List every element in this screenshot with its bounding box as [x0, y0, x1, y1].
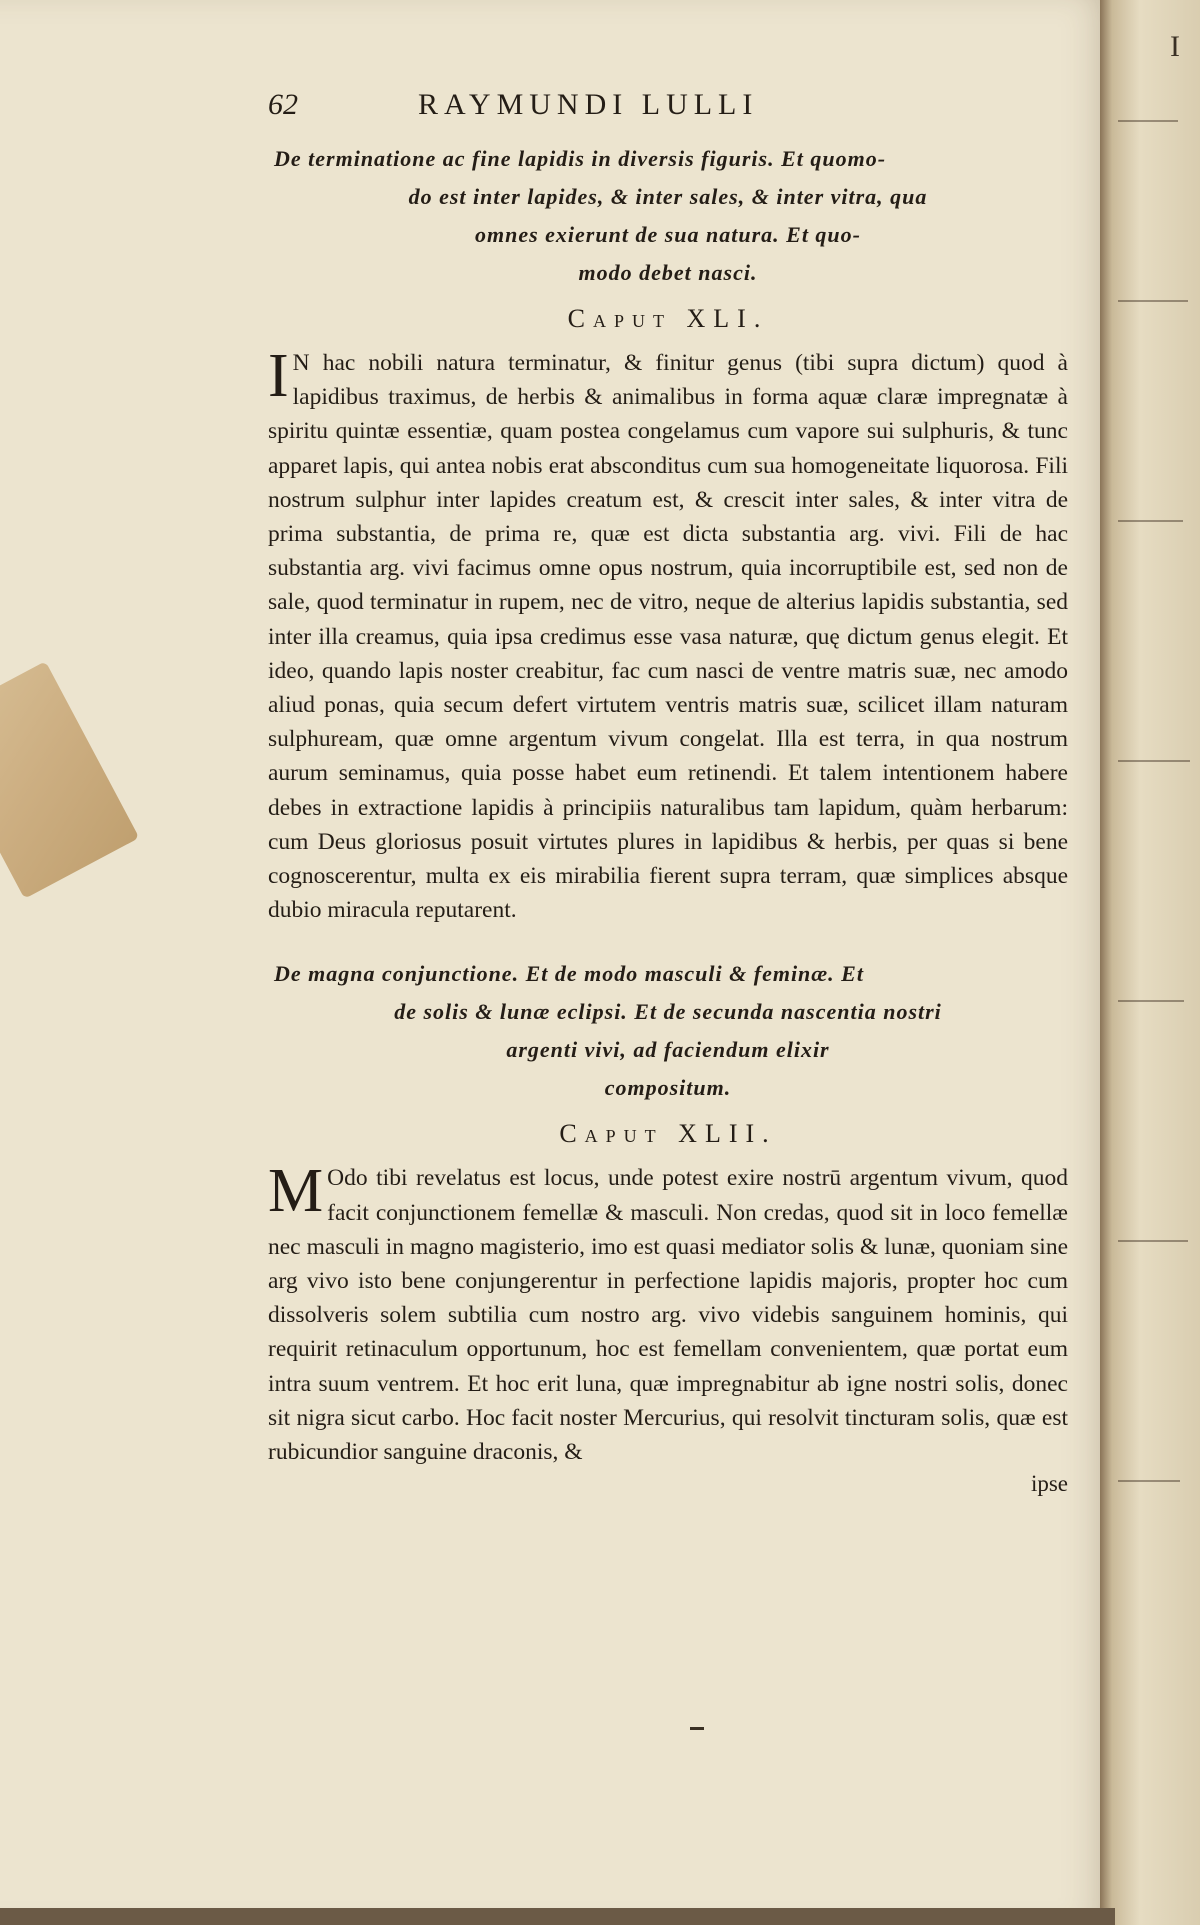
page-number: 62	[268, 88, 298, 121]
facing-page-text-line	[1118, 1480, 1180, 1482]
facing-page-text-line	[1118, 760, 1190, 762]
chapter-41-dropcap: I	[268, 342, 289, 410]
chapter-42-heading: Caput XLII.	[559, 1119, 777, 1149]
chapter-41-rubric-line: De terminatione ac fine lapidis in diversis figuris. Et quomo-	[274, 146, 887, 171]
page-bottom-edge	[0, 1908, 1115, 1925]
facing-page-letter: I	[1170, 30, 1180, 63]
facing-page-text-line	[1118, 520, 1183, 522]
chapter-41-text: N hac nobili natura terminatur, & finitur genus (tibi supra dictum) quod à lapidibus traximus, de herbis & animalibus in forma aquæ claræ impregnatæ à spiritu quintæ essentiæ, quam postea congelamus cum vapore sui sulphuris, & tunc apparet lapis, qui antea nobis erat absconditus cum sua homogeneitate liquorosa. Fili nostrum sulphur inter lapides creatum est, & crescit inter sales, & inter vitra de prima substantia, de prima re, quæ est dicta substantia arg. vivi. Fili de hac substantia arg. vivi facimus omne opus nostrum, quia incorruptibile est, sed non de sale, quod terminatur in rupem, nec de vitro, neque de alterius lapidis substantia, sed inter illa creamus, quia ipsa credimus esse vasa naturæ, quę dictum genus elegit. Et ideo, quando lapis noster creabitur, fac cum nasci de ventre matris suæ, nec amodo aliud ponas, quia secum defert virtutem ventris matris suæ, scilicet illam naturam sulphuream, quæ omne argentum vivum congelat. Illa est terra, in qua nostrum aurum seminamus, quia posse habet eum retinendi. Et talem intentionem habere debes in extractione lapidis à principiis naturalibus tam lapidum, quàm herbarum: cum Deus gloriosus posuit virtutes plures in lapidibus & herbis, per quas si bene cognoscerentur, multa ex eis mirabilia fierent supra terram, quæ simplices absque dubio miracula reputarent.	[268, 350, 1068, 924]
chapter-42-text: Odo tibi revelatus est locus, unde potest exire nostrū argentum vivum, quod facit conjunctionem femellæ & masculi. Non credas, quod sit in loco femellæ nec masculi in magno magisterio, imo est quasi mediator solis & lunæ, quoniam sine arg vivo isto bene conjungerentur in perfectione lapidis majoris, propter hoc cum dissolveris solem subtilia cum nostro arg. vivo videbis sanguinem hominis, qui requirit retinaculum opportunum, hoc est femellam convenientem, quæ portat eum intra suum ventrem. Et hoc erit luna, quæ impregnabitur ab igne nostri solis, donec sit nigra sicut carbo. Hoc facit noster Mercurius, qui resolvit tincturam solis, quæ est rubicundior sanguine draconis, &	[268, 1165, 1068, 1466]
facing-page-text-line	[1118, 1000, 1184, 1002]
page-content	[268, 88, 1068, 1505]
signature-mark	[690, 1727, 704, 1730]
facing-page-text-line	[1118, 1240, 1188, 1242]
chapter-42-rubric-line: argenti vivi, ad faciendum elixir	[506, 1037, 830, 1063]
running-title: RAYMUNDI LULLI	[418, 88, 759, 121]
facing-page-text-line	[1118, 300, 1188, 302]
chapter-42-rubric-line: de solis & lunæ eclipsi. Et de secunda nascentia nostri	[394, 999, 942, 1025]
chapter-42-dropcap: M	[268, 1157, 324, 1226]
running-head	[268, 88, 1068, 138]
catchword: ipse	[1030, 1471, 1068, 1497]
chapter-41-body	[268, 342, 1068, 927]
facing-page-text-line	[1118, 120, 1178, 122]
facing-page-edge	[1100, 0, 1200, 1925]
section-spacer	[268, 927, 1068, 953]
chapter-41-rubric-line: modo debet nasci.	[578, 260, 758, 285]
chapter-42-body	[268, 1157, 1068, 1469]
chapter-41-heading: Caput XLI.	[567, 304, 769, 333]
chapter-41-rubric-line: do est inter lapides, & inter sales, & inter vitra, qua	[408, 184, 928, 209]
chapter-42-rubric-line: compositum.	[604, 1075, 732, 1101]
chapter-41-rubric-line: omnes exierunt de sua natura. Et quo-	[474, 222, 861, 247]
chapter-42-rubric-line: De magna conjunctione. Et de modo masculi & feminæ. Et	[274, 961, 864, 987]
